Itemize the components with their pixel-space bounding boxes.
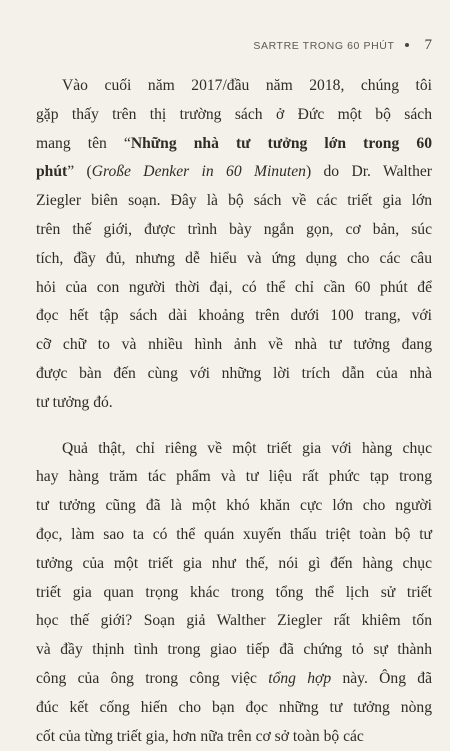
text-line (36, 636, 432, 665)
text-run: công của ông trong công việc (36, 669, 269, 687)
text-run: ” ( (67, 163, 92, 181)
text-line (36, 435, 432, 464)
italic-text-run: Große Denker in 60 Minuten (91, 163, 306, 181)
text-line (36, 302, 432, 331)
running-title: SARTRE TRONG 60 PHÚT (253, 39, 395, 52)
text-run: hay hàng trăm tác phẩm và tư liệu rất phức tạp trong (36, 468, 432, 486)
text-run: trên thế giới, được trình bày ngắn gọn, cơ bản, súc (36, 220, 432, 238)
text-run: đọc, làm sao ta có thể quán xuyến thấu triệt toàn bộ tư (36, 525, 432, 543)
text-line (36, 579, 432, 608)
body-text (36, 72, 432, 751)
bold-text-run: phút (36, 163, 68, 181)
running-header (253, 37, 432, 54)
text-run: này. Ông đã (331, 669, 432, 687)
text-line (36, 187, 432, 216)
text-line (36, 130, 432, 159)
text-run: tư tưởng cũng đã là một khó khăn cực lớn cho người (36, 497, 432, 515)
text-run: được bàn đến cùng với những lời trích dẫn của nhà (36, 364, 432, 382)
text-line (36, 550, 432, 579)
italic-text-run: tổng hợp (268, 669, 332, 687)
text-run: Vào cuối năm 2017/đầu năm 2018, chúng tôi (62, 77, 432, 94)
text-line (36, 216, 432, 245)
text-run: đọc hết tập sách dài khoảng trên dưới 100 trang, với (36, 307, 432, 325)
text-line (36, 274, 432, 303)
text-run: học thế giới? Soạn giả Walther Ziegler rất khiêm tốn (36, 612, 432, 630)
paragraph (36, 72, 432, 418)
text-run: Ziegler biên soạn. Đây là bộ sách về các triết gia lớn (36, 192, 432, 210)
text-line (36, 72, 432, 101)
bullet-icon (405, 43, 409, 47)
text-run: cốt của từng triết gia, hơn nữa trên cơ sở toàn bộ các (36, 727, 364, 745)
text-line (36, 101, 432, 130)
text-line (36, 665, 432, 694)
text-line (36, 607, 432, 636)
text-run: đúc kết cống hiến cho bạn đọc những tư tưởng nòng (36, 698, 432, 716)
text-run: gặp thấy trên thị trường sách ở Đức một bộ sách (36, 105, 432, 123)
text-line (36, 463, 432, 492)
text-run: cỡ chữ to và nhiều hình ảnh về nhà tư tưởng đang (36, 336, 432, 354)
page-number: 7 (424, 37, 432, 53)
text-run: mang tên “ (36, 134, 131, 152)
text-line (36, 360, 432, 389)
text-line (36, 331, 432, 360)
text-line (36, 694, 432, 723)
text-line (36, 158, 432, 187)
text-run: hỏi của con người thời đại, có thể chỉ cần 60 phút để (36, 278, 432, 296)
text-run: tưởng của một triết gia như thế, nói gì đến hàng chục (36, 554, 432, 572)
text-run: và đầy thịnh tình trong giao tiếp đã chứng tỏ sự thành (36, 641, 432, 659)
text-line (36, 492, 432, 521)
text-run: Quả thật, chỉ riêng về một triết gia với hàng chục (62, 439, 432, 457)
paragraph (36, 435, 432, 751)
text-run: tích, đầy đủ, nhưng dễ hiểu và ứng dụng cho các câu (36, 249, 432, 267)
text-run: ) do Dr. Walther (305, 163, 432, 181)
bold-text-run: Những nhà tư tưởng lớn trong 60 (130, 134, 432, 152)
text-run: triết gia quan trọng khác trong tổng thể lịch sử triết (36, 583, 432, 601)
text-run: tư tưởng đó. (36, 393, 113, 411)
text-line (36, 723, 432, 751)
text-line (36, 245, 432, 274)
text-line (36, 389, 432, 418)
text-line (36, 521, 432, 550)
